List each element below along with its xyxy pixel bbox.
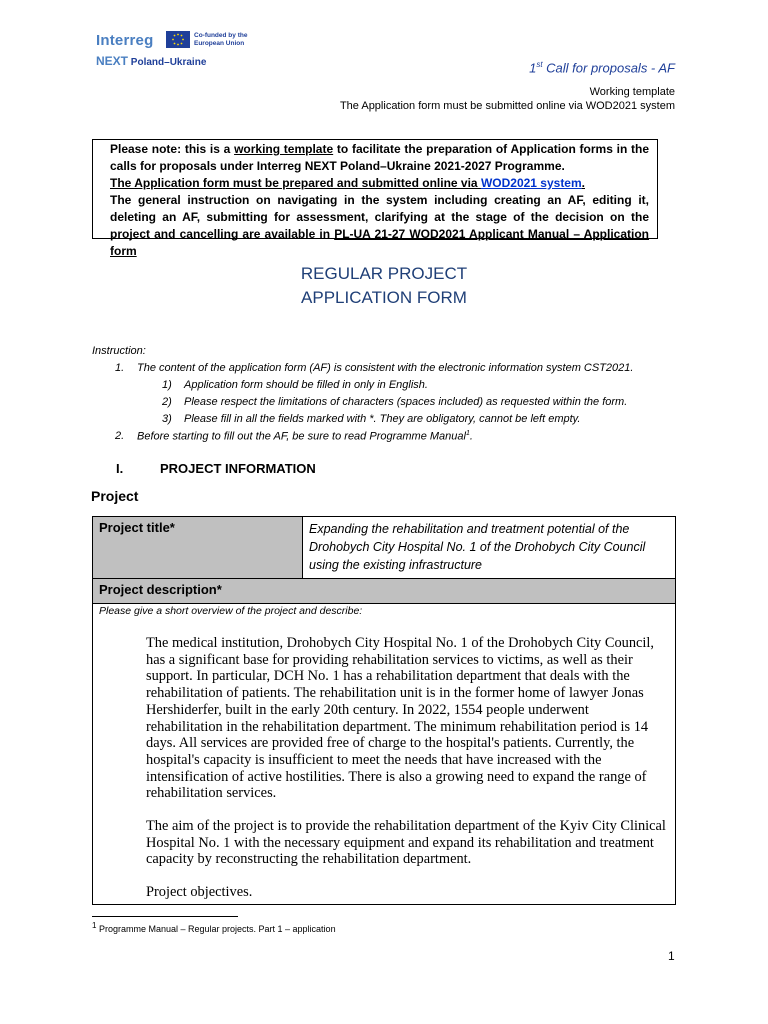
logo-cofunded-text: Co-funded by the European Union bbox=[194, 32, 248, 47]
interreg-logo bbox=[94, 28, 264, 70]
logo-interreg-text: Interreg bbox=[96, 32, 154, 49]
note-box bbox=[92, 139, 658, 258]
working-template-link[interactable]: working template bbox=[234, 142, 334, 156]
project-title-label: Project title* bbox=[93, 517, 303, 578]
call-for-proposals: 1st Call for proposals - AF bbox=[529, 60, 675, 76]
list-number: 1) bbox=[162, 379, 172, 391]
description-paragraph: Project objectives. bbox=[146, 884, 253, 901]
logo-next-text: NEXT Poland–Ukraine bbox=[96, 54, 207, 68]
instruction-subitem: Please fill in all the fields marked with *. They are obligatory, cannot be left empty. bbox=[184, 413, 581, 425]
project-table bbox=[92, 516, 676, 905]
list-number: 2. bbox=[115, 430, 125, 442]
page-number: 1 bbox=[668, 949, 675, 963]
project-title-field[interactable]: Expanding the rehabilitation and treatment potential of the Drohobych City Hospital No. 1 of the Drohobych City Council using the existing infrastructure bbox=[309, 522, 646, 572]
instruction-heading: Instruction: bbox=[92, 345, 146, 357]
instruction-item: The content of the application form (AF) is consistent with the electronic information system CST2021. bbox=[137, 362, 634, 374]
eu-flag-icon bbox=[166, 31, 190, 48]
project-subheading: Project bbox=[91, 488, 139, 504]
working-template-label: Working template bbox=[589, 86, 675, 98]
footnote: $^1$ Programme Manual – Regular projects. Part 1 – application bbox=[92, 921, 336, 934]
project-description-label: Project description* bbox=[93, 578, 675, 604]
instruction-subitem: Please respect the limitations of characters (spaces included) as requested within the form. bbox=[184, 396, 628, 408]
submit-note: The Application form must be submitted online via WOD2021 system bbox=[339, 100, 675, 112]
list-number: 2) bbox=[162, 396, 172, 408]
project-description-field[interactable] bbox=[146, 635, 668, 917]
instruction-subitem: Application form should be filled in only in English. bbox=[184, 379, 428, 391]
list-number: 3) bbox=[162, 413, 172, 425]
list-number: 1. bbox=[115, 362, 125, 374]
description-paragraph: The aim of the project is to provide the rehabilitation department of the Kyiv City Clinical Hospital No. 1 with the necessary equipment and expand its rehabilitation and treatment capacity by reconstructing the rehabilitation department. bbox=[146, 818, 666, 868]
section-title: PROJECT INFORMATION bbox=[160, 461, 316, 476]
wod2021-link[interactable]: WOD2021 system bbox=[480, 176, 582, 190]
project-description-hint: Please give a short overview of the project and describe: bbox=[99, 605, 363, 617]
form-title-line-1: REGULAR PROJECT bbox=[300, 264, 468, 283]
section-number: I. bbox=[116, 461, 124, 476]
note-line-2: The Application form must be prepared and submitted online via WOD2021 system. bbox=[110, 176, 585, 190]
applicant-manual-link[interactable]: PL-UA 21-27 WOD2021 Applicant Manual – Application form bbox=[110, 227, 649, 258]
note-line-1: Please note: this is a working template to facilitate the preparation of Application forms in the calls for proposals under Interreg NEXT Poland–Ukraine 2021-2027 Programme. bbox=[110, 142, 650, 173]
form-title-line-2: APPLICATION FORM bbox=[301, 288, 467, 307]
footnote-ref[interactable]: 1 bbox=[465, 430, 470, 437]
description-paragraph: The medical institution, Drohobych City Hospital No. 1 of the Drohobych City Council, has a significant base for providing rehabilitation services to victims, as well as their support. In particular, DCH No. 1 has a rehabilitation department that deals with the rehabilitation of patients. The rehabilitation unit is in the former home of lawyer Jonas Hershiderfer, built in the early 20th century. In 2022, 1554 people underwent rehabilitation in the rehabilitation department. The minimum rehabilitation period is 14 days. All services are provided free of charge to the hospital's patients. Currently, the hospital's capacity is insufficient to meet the needs that have increased with the intensification of active hostilities. There is also a growing need to expand the range of rehabilitation services. bbox=[146, 635, 655, 802]
instruction-item: Before starting to fill out the AF, be sure to read Programme Manual$^1$. bbox=[137, 430, 473, 443]
footnote-separator bbox=[92, 916, 238, 917]
note-line-3: The general instruction on navigating in the system including creating an AF, editing it, deleting an AF, submitting for assessment, clarifying at the stage of the decision on the project and cancelling are available in PL-UA 21-27 WOD2021 Applicant Manual – Application form bbox=[110, 193, 649, 258]
